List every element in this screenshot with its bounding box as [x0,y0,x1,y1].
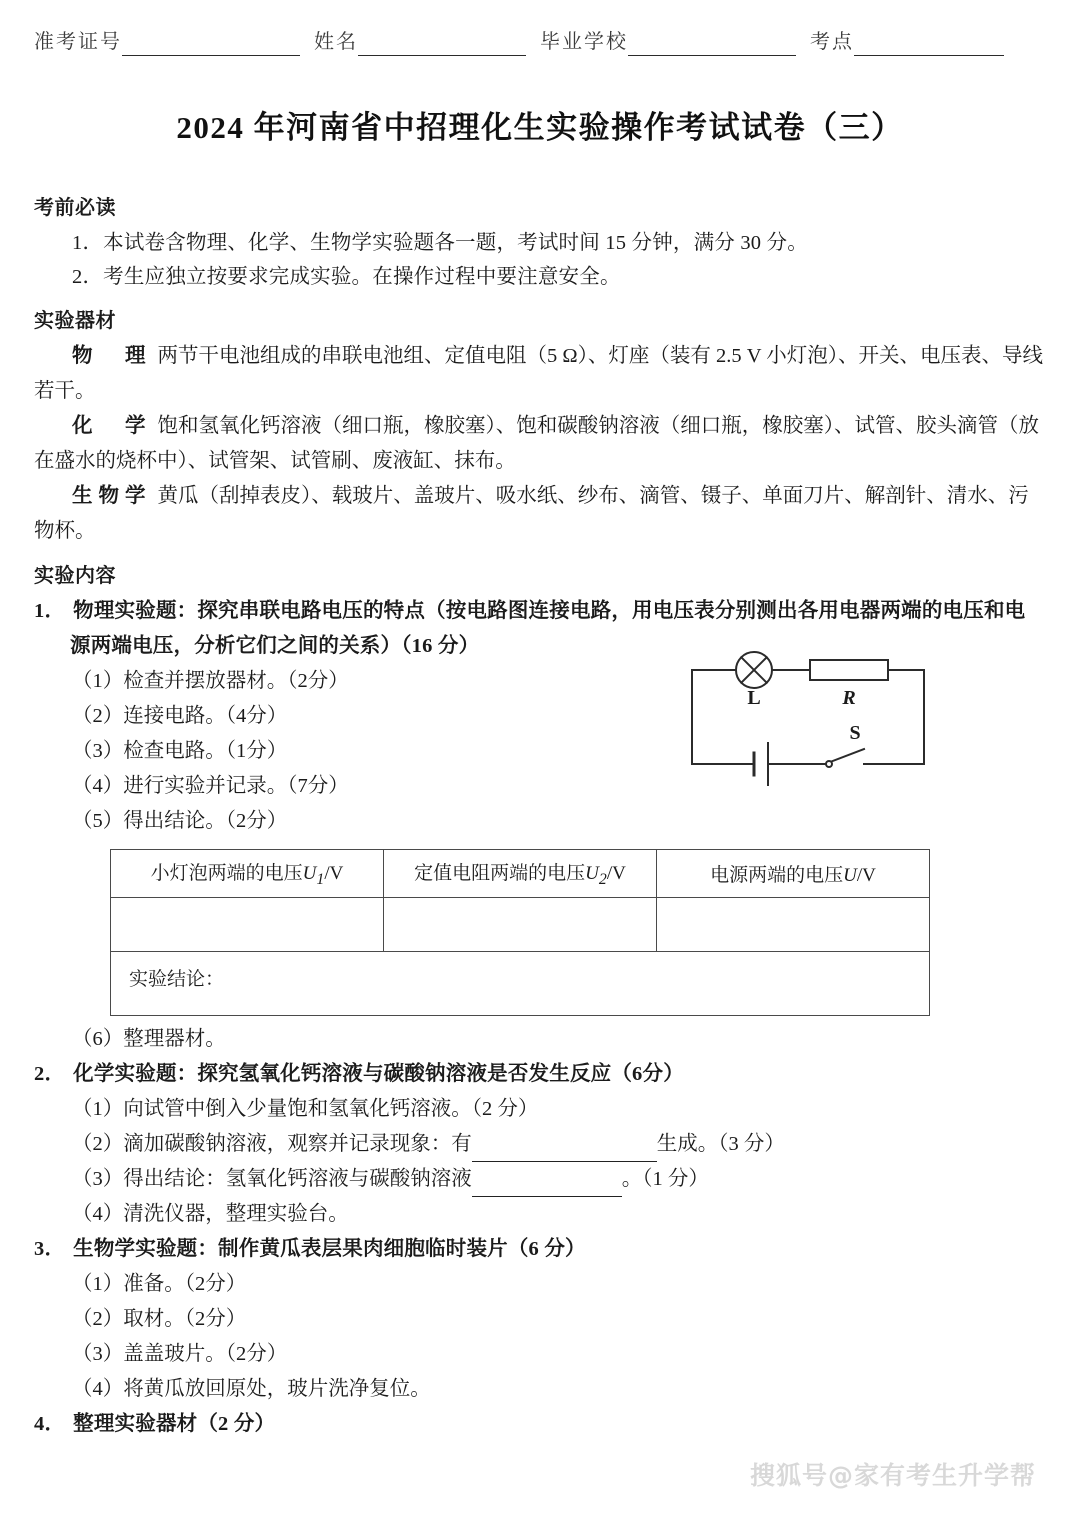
header-symbol-source: U [843,864,857,886]
exam-header-fields [34,0,1046,56]
biology-problem-title [34,1232,1046,1267]
circuit-diagram [678,642,938,792]
chemistry-answer-blank-2[interactable] [472,1142,657,1162]
content-heading: 实验内容 [34,565,116,587]
table-header-cell-source [657,850,930,898]
chemistry-step-4: （4）清洗仪器，整理实验台。 [72,1202,349,1225]
chemistry-step-3-post: 。（1 分） [621,1167,709,1190]
biology-step-3: （3）盖盖玻片。（2分） [72,1342,288,1365]
page-title: 2024 年河南省中招理化生实验操作考试试卷（三） [176,110,904,145]
equipment-heading: 实验器材 [34,310,116,332]
equipment-subject-chemistry: 化 学 [72,415,152,437]
equipment-text-physics: 两节干电池组成的串联电池组、定值电阻（5 Ω）、灯座（装有 2.5 V 小灯泡）、开关、电压表、导线若干。 [34,345,1044,402]
table-value-cell-resistor[interactable] [384,897,657,951]
equipment-subject-physics: 物 理 [72,345,152,367]
physics-step-1: （1）检查并摆放器材。（2分） [72,670,349,692]
physics-step-5: （5）得出结论。（2分） [72,810,288,832]
table-conclusion-row [111,951,930,1015]
switch-lever [830,749,864,762]
watermark: 搜狐号@家有考生升学帮 [749,1461,1036,1490]
header-unit-resistor: /V [606,863,626,884]
table-value-cell-source[interactable] [657,897,930,951]
biology-problem-number: 3． [34,1237,66,1260]
final-task-title [34,1407,1046,1442]
field-label-exam-site: 考点 [810,29,854,53]
physics-step-3: （3）检查电路。（1分） [72,740,288,762]
switch-pivot [826,761,832,767]
chemistry-step-1: （1）向试管中倒入少量饱和氢氧化钙溶液。（2 分） [72,1097,539,1120]
table-header-cell-lamp [111,850,384,898]
biology-step-2: （2）取材。（2分） [72,1307,247,1330]
notice-item-1: 1．本试卷含物理、化学、生物学实验题各一题，考试时间 15 分钟，满分 30 分。 [72,232,808,254]
field-blank-admission-number[interactable] [122,34,300,56]
equipment-group-chemistry [34,409,1046,479]
chemistry-answer-blank-3[interactable] [472,1177,622,1197]
notice-item-2: 2．考生应独立按要求完成实验。在操作过程中要注意安全。 [72,266,621,288]
switch-label: S [849,722,861,744]
header-symbol-lamp: U [302,863,317,884]
physics-step-4: （4）进行实验并记录。（7分） [72,775,349,797]
physics-problem-number: 1． [34,600,66,622]
header-prefix-lamp: 小灯泡两端的电压 [150,863,303,884]
header-symbol-resistor: U [585,863,599,884]
final-task-number: 4． [34,1412,66,1435]
equipment-group-biology [34,479,1046,549]
header-subscript-resistor: 2 [598,870,607,888]
table-value-row [111,897,930,951]
physics-step-2: （2）连接电路。（4分） [72,705,288,727]
field-label-name: 姓名 [314,29,358,53]
biology-problem-title-text: 生物学实验题：制作黄瓜表层果肉细胞临时装片（6 分） [73,1237,586,1260]
equipment-subject-biology: 生物学 [72,485,152,507]
field-blank-school[interactable] [628,34,796,56]
field-label-admission-number: 准考证号 [34,29,122,53]
physics-problem-title-text: 物理实验题：探究串联电路电压的特点（按电路图连接电路，用电压表分别测出各用电器两端的电压和电源两端电压，分析它们之间的关系）（16 分） [70,600,1026,657]
header-prefix-resistor: 定值电阻两端的电压 [414,863,586,884]
header-prefix-source: 电源两端的电压 [710,864,844,886]
header-subscript-lamp: 1 [316,870,325,888]
chemistry-problem-number: 2． [34,1062,66,1085]
table-header-row [111,850,930,898]
table-value-cell-lamp[interactable] [111,897,384,951]
biology-step-1: （1）准备。（2分） [72,1272,247,1295]
resistor-icon [810,660,888,680]
header-unit-source: /V [856,864,876,886]
chemistry-step-2 [34,1127,1046,1162]
chemistry-problem-title [34,1057,1046,1092]
physics-step-6: （6）整理器材。 [72,1027,226,1050]
notice-heading: 考前必读 [34,197,116,219]
equipment-text-chemistry: 饱和氢氧化钙溶液（细口瓶，橡胶塞）、饱和碳酸钠溶液（细口瓶，橡胶塞）、试管、胶头滴管（放在盛水的烧杯中）、试管架、试管刷、废液缸、抹布。 [34,415,1039,472]
chemistry-step-2-post: 生成。（3 分） [656,1132,785,1155]
chemistry-step-3-pre: （3）得出结论：氢氧化钙溶液与碳酸钠溶液 [72,1167,472,1190]
header-unit-lamp: /V [324,863,344,884]
chemistry-step-2-pre: （2）滴加碳酸钠溶液，观察并记录现象：有 [72,1132,472,1155]
chemistry-problem-title-text: 化学实验题：探究氢氧化钙溶液与碳酸钠溶液是否发生反应（6分） [73,1062,684,1085]
voltage-record-table [110,849,930,1016]
biology-step-4: （4）将黄瓜放回原处，玻片洗净复位。 [72,1377,431,1400]
field-blank-exam-site[interactable] [854,34,1004,56]
final-task-title-text: 整理实验器材（2 分） [73,1412,276,1435]
equipment-group-physics [34,339,1046,409]
physics-problem-block [34,594,1046,1057]
resistor-label: R [842,687,856,709]
equipment-text-biology: 黄瓜（刮掉表皮）、载玻片、盖玻片、吸水纸、纱布、滴管、镊子、单面刀片、解剖针、清水、污物杯。 [34,485,1029,542]
field-blank-name[interactable] [358,34,526,56]
chemistry-step-3 [34,1162,1046,1197]
circuit-diagram-svg [678,642,938,792]
table-header-cell-resistor [384,850,657,898]
field-label-school: 毕业学校 [540,29,628,53]
table-conclusion-cell[interactable]: 实验结论： [111,951,930,1015]
lamp-label: L [747,687,761,709]
